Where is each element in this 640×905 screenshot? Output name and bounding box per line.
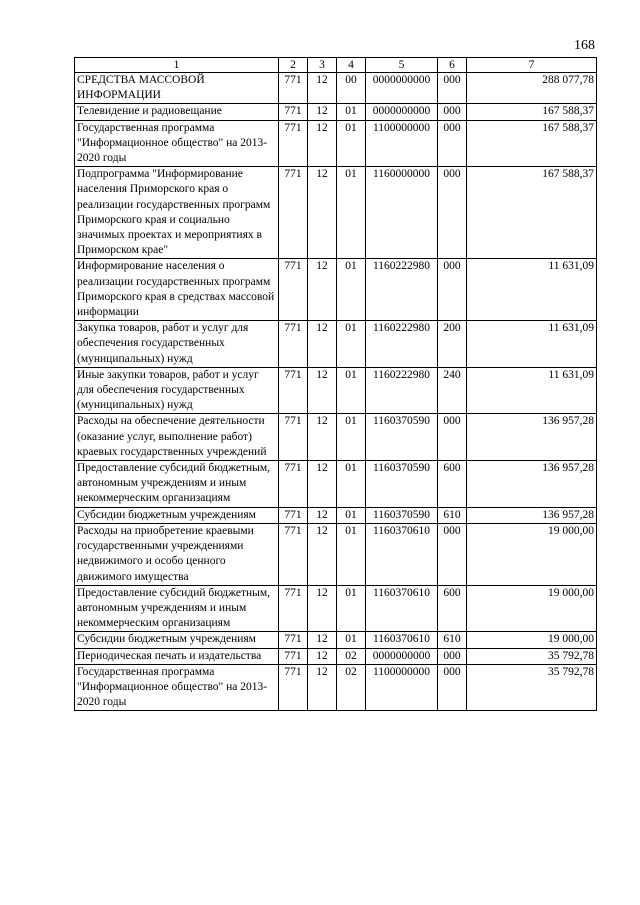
- expense-type-code: 000: [438, 73, 467, 104]
- column-header: 6: [438, 58, 467, 73]
- amount: 35 792,78: [467, 648, 597, 664]
- expense-type-code: 600: [438, 461, 467, 508]
- amount: 167 588,37: [467, 120, 597, 167]
- target-article-code: 1160000000: [366, 167, 438, 259]
- amount: 288 077,78: [467, 73, 597, 104]
- amount: 19 000,00: [467, 585, 597, 632]
- target-article-code: 1160370610: [366, 523, 438, 585]
- ministry-code: 771: [279, 367, 308, 414]
- amount: 167 588,37: [467, 104, 597, 120]
- section-code: 12: [308, 167, 337, 259]
- target-article-code: 1160222980: [366, 367, 438, 414]
- ministry-code: 771: [279, 632, 308, 648]
- section-code: 12: [308, 414, 337, 461]
- item-name: Расходы на обеспечение деятельности (оказание услуг, выполнение работ) краевых государственных учреждений: [75, 414, 279, 461]
- table-row: [75, 648, 597, 664]
- target-article-code: 1160222980: [366, 259, 438, 321]
- section-code: 12: [308, 104, 337, 120]
- target-article-code: 0000000000: [366, 648, 438, 664]
- item-name: Подпрограмма "Информирование населения Приморского края о реализации государственных программ Приморского края и социально значимых проектах и мероприятиях в Приморском крае": [75, 167, 279, 259]
- table-row: [75, 167, 597, 259]
- amount: 19 000,00: [467, 632, 597, 648]
- section-code: 12: [308, 648, 337, 664]
- item-name: Периодическая печать и издательства: [75, 648, 279, 664]
- ministry-code: 771: [279, 523, 308, 585]
- column-header: 3: [308, 58, 337, 73]
- amount: 136 957,28: [467, 461, 597, 508]
- ministry-code: 771: [279, 73, 308, 104]
- column-header: 5: [366, 58, 438, 73]
- item-name: Государственная программа "Информационное общество" на 2013-2020 годы: [75, 664, 279, 711]
- table-row: [75, 104, 597, 120]
- ministry-code: 771: [279, 259, 308, 321]
- table-row: [75, 414, 597, 461]
- ministry-code: 771: [279, 664, 308, 711]
- amount: 11 631,09: [467, 367, 597, 414]
- expense-type-code: 000: [438, 414, 467, 461]
- section-code: 12: [308, 523, 337, 585]
- subsection-code: 01: [337, 321, 366, 368]
- ministry-code: 771: [279, 585, 308, 632]
- table-row: [75, 664, 597, 711]
- subsection-code: 00: [337, 73, 366, 104]
- section-code: 12: [308, 120, 337, 167]
- target-article-code: 0000000000: [366, 104, 438, 120]
- table-row: [75, 507, 597, 523]
- ministry-code: 771: [279, 321, 308, 368]
- page-number: 168: [574, 38, 595, 53]
- item-name: Информирование населения о реализации государственных программ Приморского края в средствах массовой информации: [75, 259, 279, 321]
- table-row: [75, 259, 597, 321]
- item-name: Телевидение и радиовещание: [75, 104, 279, 120]
- target-article-code: 1160370590: [366, 461, 438, 508]
- item-name: Предоставление субсидий бюджетным, автономным учреждениям и иным некоммерческим организациям: [75, 461, 279, 508]
- amount: 11 631,09: [467, 321, 597, 368]
- section-code: 12: [308, 259, 337, 321]
- item-name: Расходы на приобретение краевыми государственными учреждениями недвижимого и особо ценного движимого имущества: [75, 523, 279, 585]
- expense-type-code: 600: [438, 585, 467, 632]
- amount: 11 631,09: [467, 259, 597, 321]
- expense-type-code: 000: [438, 648, 467, 664]
- amount: 35 792,78: [467, 664, 597, 711]
- column-header: 4: [337, 58, 366, 73]
- expense-type-code: 610: [438, 507, 467, 523]
- header-row: [75, 58, 597, 73]
- ministry-code: 771: [279, 120, 308, 167]
- expense-type-code: 240: [438, 367, 467, 414]
- subsection-code: 01: [337, 523, 366, 585]
- ministry-code: 771: [279, 648, 308, 664]
- expense-type-code: 200: [438, 321, 467, 368]
- expense-type-code: 610: [438, 632, 467, 648]
- target-article-code: 0000000000: [366, 73, 438, 104]
- item-name: Предоставление субсидий бюджетным, автономным учреждениям и иным некоммерческим организациям: [75, 585, 279, 632]
- subsection-code: 01: [337, 120, 366, 167]
- section-code: 12: [308, 632, 337, 648]
- section-code: 12: [308, 73, 337, 104]
- column-header: 2: [279, 58, 308, 73]
- ministry-code: 771: [279, 461, 308, 508]
- column-header: 1: [75, 58, 279, 73]
- amount: 136 957,28: [467, 414, 597, 461]
- budget-table: [74, 57, 597, 711]
- subsection-code: 01: [337, 167, 366, 259]
- item-name: Субсидии бюджетным учреждениям: [75, 632, 279, 648]
- section-code: 12: [308, 367, 337, 414]
- table-row: [75, 523, 597, 585]
- subsection-code: 02: [337, 648, 366, 664]
- expense-type-code: 000: [438, 523, 467, 585]
- ministry-code: 771: [279, 167, 308, 259]
- subsection-code: 01: [337, 461, 366, 508]
- target-article-code: 1160370610: [366, 585, 438, 632]
- subsection-code: 02: [337, 664, 366, 711]
- subsection-code: 01: [337, 414, 366, 461]
- ministry-code: 771: [279, 414, 308, 461]
- item-name: Закупка товаров, работ и услуг для обеспечения государственных (муниципальных) нужд: [75, 321, 279, 368]
- item-name: Иные закупки товаров, работ и услуг для обеспечения государственных (муниципальных) нужд: [75, 367, 279, 414]
- section-code: 12: [308, 585, 337, 632]
- ministry-code: 771: [279, 104, 308, 120]
- table-row: [75, 321, 597, 368]
- subsection-code: 01: [337, 585, 366, 632]
- subsection-code: 01: [337, 104, 366, 120]
- target-article-code: 1160370590: [366, 414, 438, 461]
- subsection-code: 01: [337, 259, 366, 321]
- target-article-code: 1160222980: [366, 321, 438, 368]
- table-row: [75, 367, 597, 414]
- item-name: СРЕДСТВА МАССОВОЙ ИНФОРМАЦИИ: [75, 73, 279, 104]
- table-row: [75, 461, 597, 508]
- target-article-code: 1100000000: [366, 120, 438, 167]
- expense-type-code: 000: [438, 104, 467, 120]
- subsection-code: 01: [337, 367, 366, 414]
- amount: 19 000,00: [467, 523, 597, 585]
- table-row: [75, 120, 597, 167]
- table-row: [75, 73, 597, 104]
- subsection-code: 01: [337, 632, 366, 648]
- section-code: 12: [308, 664, 337, 711]
- item-name: Государственная программа "Информационное общество" на 2013-2020 годы: [75, 120, 279, 167]
- expense-type-code: 000: [438, 259, 467, 321]
- expense-type-code: 000: [438, 120, 467, 167]
- table-row: [75, 585, 597, 632]
- item-name: Субсидии бюджетным учреждениям: [75, 507, 279, 523]
- expense-type-code: 000: [438, 167, 467, 259]
- amount: 136 957,28: [467, 507, 597, 523]
- ministry-code: 771: [279, 507, 308, 523]
- target-article-code: 1160370590: [366, 507, 438, 523]
- target-article-code: 1160370610: [366, 632, 438, 648]
- section-code: 12: [308, 461, 337, 508]
- column-header: 7: [467, 58, 597, 73]
- section-code: 12: [308, 321, 337, 368]
- table-row: [75, 632, 597, 648]
- subsection-code: 01: [337, 507, 366, 523]
- amount: 167 588,37: [467, 167, 597, 259]
- expense-type-code: 000: [438, 664, 467, 711]
- section-code: 12: [308, 507, 337, 523]
- target-article-code: 1100000000: [366, 664, 438, 711]
